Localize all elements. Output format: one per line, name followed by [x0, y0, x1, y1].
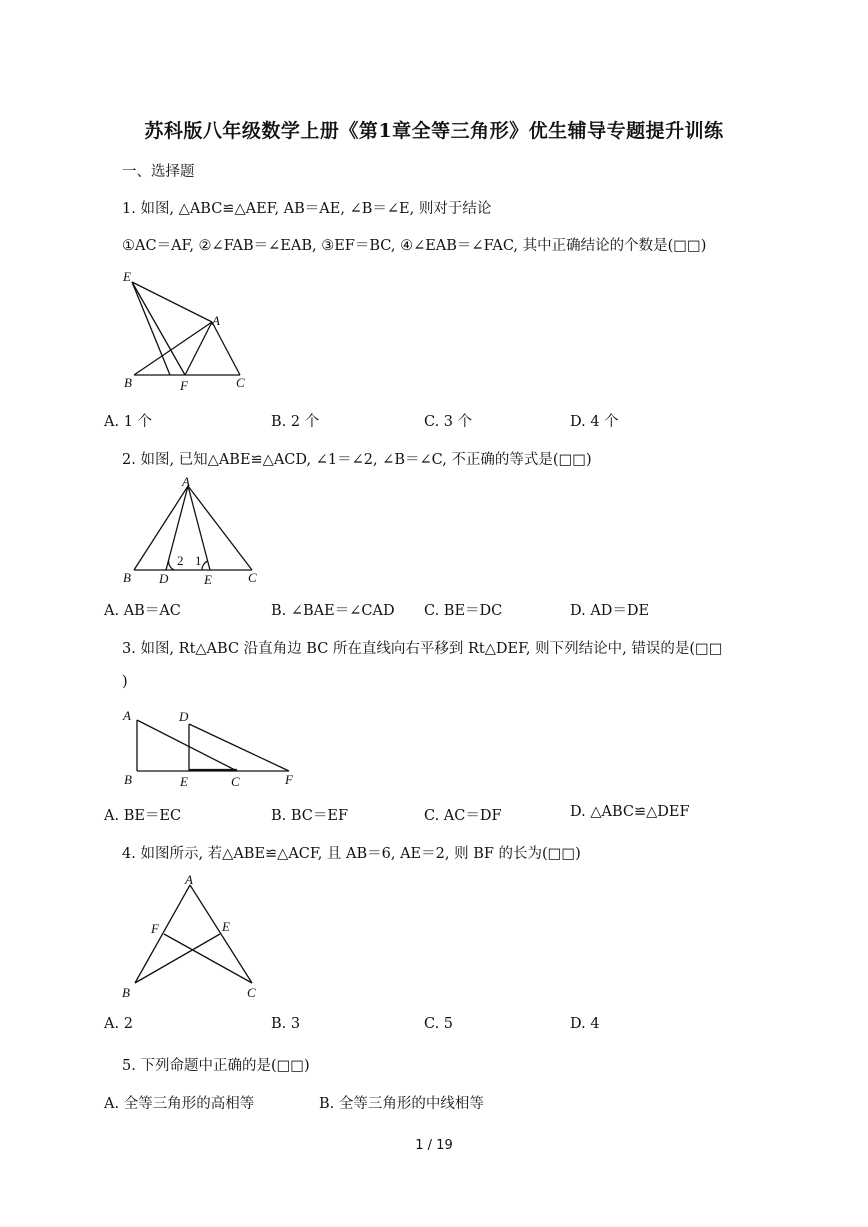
q4-segment-ab	[135, 885, 190, 983]
q3-label-c: C	[231, 774, 240, 789]
q2-label-c: C	[248, 570, 257, 585]
q1-segment-eb	[132, 282, 170, 375]
q5-stem-line-1: 5. 下列命题中正确的是(□□)	[122, 1058, 310, 1074]
q4-option-a: A. 2	[104, 1016, 133, 1032]
q2-option-a: A. AB＝AC	[104, 603, 181, 619]
q3-figure	[118, 704, 308, 794]
q2-label-a: A	[182, 474, 190, 489]
q4-label-a: A	[185, 872, 193, 887]
q1-option-b: B. 2 个	[271, 414, 320, 430]
q3-option-d: D. △ABC≌△DEF	[570, 804, 690, 820]
q1-label-f: F	[180, 378, 188, 393]
q4-label-e: E	[222, 919, 230, 934]
q3-segment-df	[189, 724, 289, 771]
q1-label-b: B	[124, 375, 132, 390]
q2-option-c: C. BE＝DC	[424, 603, 503, 619]
q1-stem-line-1: 1. 如图, △ABC≌△AEF, AB＝AE, ∠B＝∠E, 则对于结论	[122, 201, 492, 217]
q4-option-b: B. 3	[271, 1016, 301, 1032]
q3-label-a: A	[123, 708, 131, 723]
q2-option-b: B. ∠BAE＝∠CAD	[271, 603, 395, 619]
q1-figure	[118, 262, 258, 397]
q4-stem-line-1: 4. 如图所示, 若△ABE≌△ACF, 且 AB＝6, AE＝2, 则 BF 的长为(□□)	[122, 846, 581, 862]
q1-segment-ba	[134, 322, 212, 375]
q2-angle-1-arc	[202, 561, 208, 570]
q2-stem-line-1: 2. 如图, 已知△ABE≌△ACD, ∠1＝∠2, ∠B＝∠C, 不正确的等式是(□□)	[122, 452, 592, 468]
q2-label-b: B	[123, 570, 131, 585]
q3-segment-ac	[137, 720, 237, 771]
q2-label-angle-2: 2	[177, 553, 184, 568]
q1-label-e: E	[123, 269, 131, 284]
q1-option-c: C. 3 个	[424, 414, 473, 430]
q3-stem-line-2: )	[122, 674, 128, 690]
q2-figure	[118, 474, 268, 589]
q1-option-a: A. 1 个	[104, 414, 153, 430]
q1-option-d: D. 4 个	[570, 414, 619, 430]
q4-option-d: D. 4	[570, 1016, 600, 1032]
q3-option-b: B. BC＝EF	[271, 808, 349, 824]
q3-label-f: F	[285, 772, 293, 787]
q3-option-a: A. BE＝EC	[104, 808, 182, 824]
q1-segment-ac	[212, 322, 240, 375]
q1-label-c: C	[236, 375, 245, 390]
q3-stem-line-1: 3. 如图, Rt△ABC 沿直角边 BC 所在直线向右平移到 Rt△DEF, 则下列结论中, 错误的是(□□	[122, 641, 723, 657]
q5-option-b: B. 全等三角形的中线相等	[319, 1096, 484, 1112]
q3-label-e: E	[180, 774, 188, 789]
q1-label-a: A	[212, 313, 220, 328]
page-number: 1 / 19	[415, 1138, 453, 1153]
q4-label-c: C	[247, 985, 256, 1000]
q4-option-c: C. 5	[424, 1016, 454, 1032]
q2-option-d: D. AD＝DE	[570, 603, 650, 619]
q1-stem-line-2: ①AC＝AF, ②∠FAB＝∠EAB, ③EF＝BC, ④∠EAB＝∠FAC, 其中正确结论的个数是(□□)	[122, 238, 707, 254]
q3-label-b: B	[124, 772, 132, 787]
q2-label-angle-1: 1	[195, 553, 202, 568]
q2-angle-2-arc	[168, 561, 174, 570]
q1-segment-af	[185, 322, 212, 375]
q4-label-b: B	[122, 985, 130, 1000]
q3-label-d: D	[179, 709, 189, 724]
q4-figure	[118, 870, 268, 1005]
q4-label-f: F	[151, 921, 159, 936]
q5-option-a: A. 全等三角形的高相等	[104, 1096, 255, 1112]
document-title: 苏科版八年级数学上册《第1章全等三角形》优生辅导专题提升训练	[144, 120, 724, 142]
q3-option-c: C. AC＝DF	[424, 808, 502, 824]
section-heading: 一、选择题	[122, 164, 195, 180]
q4-segment-ac	[190, 885, 252, 983]
q2-label-d: D	[159, 571, 169, 586]
q2-label-e: E	[204, 572, 212, 587]
